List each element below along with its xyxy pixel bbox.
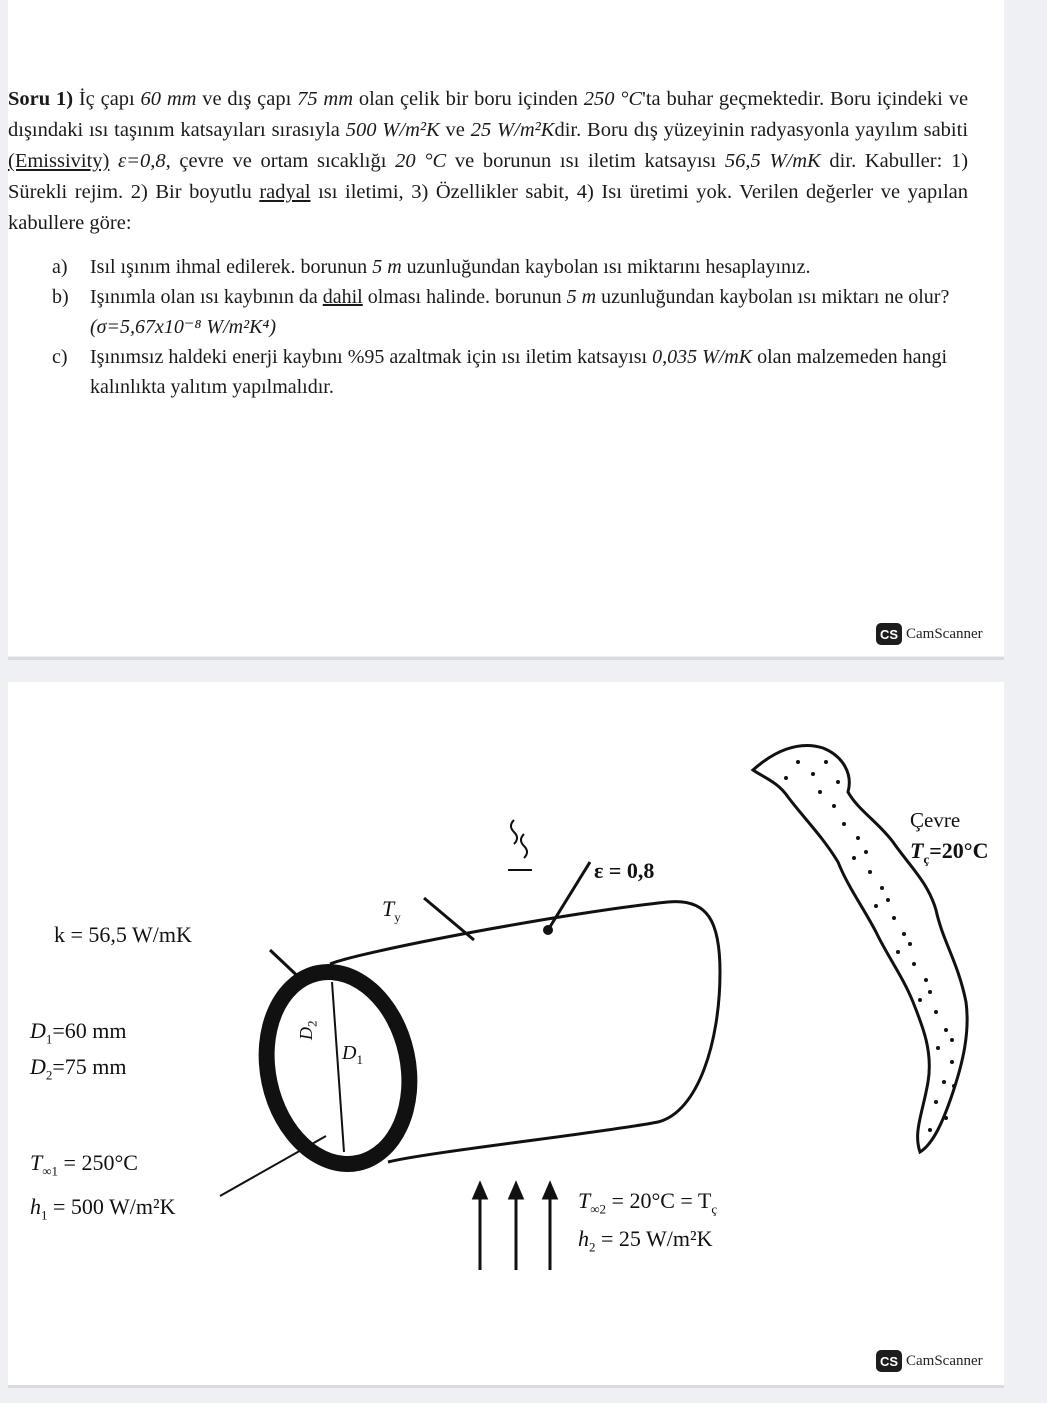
question-text: 'ta buhar geçmektedir. Boru içindeki ve dışındaki ısı taşınım katsayıları sırasıyla: [8, 88, 969, 141]
question-text: ısı iletimi, 3) Özellikler sabit, 4) Isı üretimi yok. Verilen değerler ve yapılan kabullere göre:: [8, 181, 969, 234]
length-value: 5 m: [372, 256, 402, 278]
outer-diameter-symbol: $D_2$: [296, 1020, 320, 1040]
camscanner-logo-icon: CS: [876, 623, 902, 645]
fluid-leader: [220, 1136, 326, 1196]
scan-page-2: [8, 682, 1004, 1385]
inner-convection-label: $h_1 = 500$ W/m²K: [30, 1194, 176, 1223]
radiation-icon: [508, 820, 532, 870]
pipe-figure: [8, 682, 1004, 1385]
question-heading: Soru 1): [8, 88, 74, 110]
question-text: dir. Boru dış yüzeyinin radyasyonla yayılım sabiti: [554, 119, 969, 141]
sub-question-text: uzunluğundan kaybolan ısı miktarını hesaplayınız.: [406, 256, 811, 278]
sub-question-list: [52, 252, 964, 402]
surface-temperature-label: $T_y$: [382, 896, 401, 925]
inner-diameter-symbol: $D_1$: [342, 1042, 363, 1067]
page-separator: [8, 1385, 1004, 1388]
stefan-boltzmann-constant: (σ=5,67x10⁻⁸ W/m²K⁴): [90, 316, 277, 338]
radial-word: radyal: [259, 181, 311, 203]
sub-question-a: [52, 252, 964, 282]
sub-question-text: olan malzemeden hangi kalınlıkta yalıtım yapılmalıdır.: [90, 346, 948, 398]
inner-diameter-label: $D_1=60$ mm: [30, 1018, 127, 1047]
question-text: İç çapı: [78, 88, 135, 110]
camscanner-label: CamScanner: [906, 1352, 983, 1369]
question-text: ve dış çapı: [202, 88, 292, 110]
outer-convection-value: 25 W/m²K: [470, 119, 555, 141]
sub-question-label: a): [52, 256, 68, 278]
inner-convection-value: 500 W/m²K: [345, 119, 440, 141]
page-separator: [8, 657, 1004, 660]
conductivity-label: k = 56,5 W/mK: [54, 922, 192, 947]
ty-leader: [424, 898, 474, 940]
camscanner-label: CamScanner: [906, 625, 983, 642]
surroundings-region: [753, 745, 967, 1152]
insulation-conductivity-value: 0,035 W/mK: [652, 346, 753, 368]
sub-question-text: Işınımsız haldeki enerji kaybını %95 azaltmak için ısı iletim katsayısı: [90, 346, 648, 368]
sub-question-label: c): [52, 346, 68, 368]
surroundings-title: Çevre: [910, 808, 961, 832]
length-value: 5 m: [566, 286, 597, 308]
camscanner-badge: [876, 1350, 983, 1372]
sub-question-text: Işınımla olan ısı kaybının da: [90, 286, 318, 308]
sub-question-text: uzunluğundan kaybolan ısı miktarı ne olur?: [601, 286, 950, 308]
scan-page-1: [8, 0, 1004, 656]
outer-diameter-label: $D_2=75$ mm: [30, 1054, 127, 1083]
conductivity-value: 56,5 W/mK: [724, 150, 821, 172]
fluid-temperature-label: $T_{\infty 1} = 250^\circ C$: [30, 1150, 138, 1179]
question-paragraph: [8, 84, 968, 239]
ambient-temperature-value: 20 °C: [395, 150, 447, 172]
question-text: çevre ve ortam sıcaklığı: [179, 150, 387, 172]
ambient-temperature-label: $T_{\infty 2} = 20^\circ C = T_ç$: [578, 1188, 718, 1217]
emissivity-label: ε = 0,8: [594, 858, 655, 883]
outer-convection-label: $h_2 = 25$ W/m²K: [578, 1226, 713, 1255]
sub-question-b: [52, 282, 964, 342]
inner-diameter-value: 60 mm: [140, 88, 197, 110]
sub-question-text: olması halinde. borunun: [367, 286, 562, 308]
sub-question-c: [52, 342, 964, 402]
k-leader: [270, 950, 306, 984]
question-text: ve borunun ısı iletim katsayısı: [454, 150, 717, 172]
sub-question-text: Isıl ışınım ihmal edilerek. borunun: [90, 256, 368, 278]
convection-arrows: [474, 1184, 556, 1270]
question-text: ve: [445, 119, 465, 141]
camscanner-badge: [876, 623, 983, 645]
emissivity-word: (Emissivity): [8, 150, 110, 172]
question-text: olan çelik bir boru içinden: [358, 88, 578, 110]
emissivity-value: ε=0,8,: [118, 150, 171, 172]
surroundings-temperature: $T_ç=20^\circ C$: [910, 838, 989, 867]
dahil-word: dahil: [322, 286, 363, 308]
steam-temperature-value: 250 °C: [583, 88, 643, 110]
camscanner-logo-icon: CS: [876, 1350, 902, 1372]
outer-diameter-value: 75 mm: [297, 88, 354, 110]
question-text: dir. Kabuller: 1) Sürekli rejim. 2) Bir boyutlu: [8, 150, 969, 203]
sub-question-label: b): [52, 286, 69, 308]
